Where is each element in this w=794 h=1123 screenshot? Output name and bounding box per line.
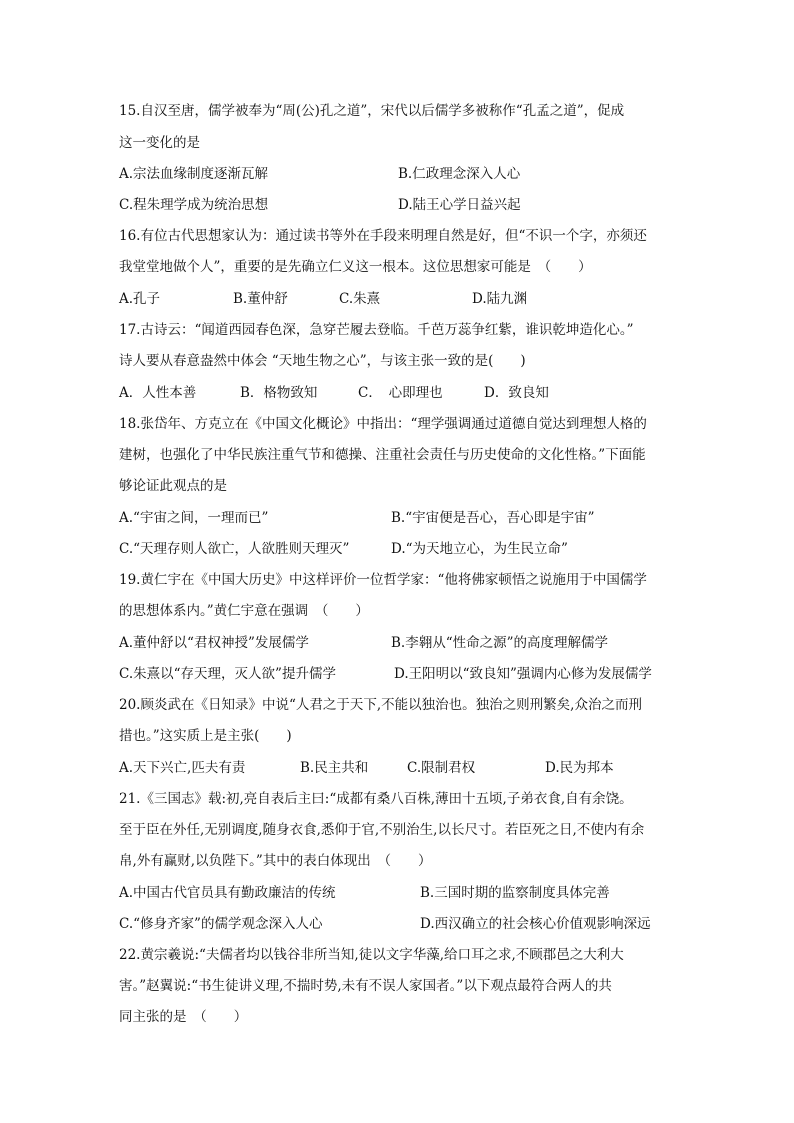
q19-option-b: B.李翱从“性命之源”的高度理解儒学 [391,635,609,651]
q21-stem-line-2: 至于臣在外任,无别调度,随身衣食,悉仰于官,不别治生,以长尺寸。若臣死之日,不使内有余 [119,822,645,838]
q16-option-b: B.董仲舒 [233,291,288,307]
q20-stem-line-2: 措也。”这实质上是主张( ) [119,728,292,744]
q22-stem-line-3: 同主张的是 （ ） [119,1009,248,1025]
q16-stem-line-2: 我堂堂地做个人”，重要的是先确立仁义这一根本。这位思想家可能是 （ ） [119,259,592,275]
q18-option-b: B.“宇宙便是吾心，吾心即是宇宙” [391,510,595,526]
q17-option-b: B．格物致知 [240,385,318,401]
q18-stem-line-1: 18.张岱年、方克立在《中国文化概论》中指出：“理学强调通过道德自觉达到理想人格的 [119,416,647,432]
q17-option-a: A．人性本善 [119,385,197,401]
q15-stem-line-2: 这一变化的是 [119,135,200,151]
q17-stem-line-1: 17.古诗云：“闻道西园春色深，急穿芒履去登临。千芭万蕊争红紫，谁识乾坤造化心。” [119,322,634,338]
q15-option-b: B.仁政理念深入人心 [398,166,521,182]
q15-stem-line-1: 15.自汉至唐，儒学被奉为“周(公)孔之道”，宋代以后儒学多被称作“孔孟之道”，促成 [119,103,625,119]
q20-option-d: D.民为邦本 [545,760,614,776]
q19-stem-line-1: 19.黄仁宇在《中国大历史》中这样评价一位哲学家：“他将佛家顿悟之说施用于中国儒学 [119,572,647,588]
q15-option-d: D.陆王心学日益兴起 [398,197,521,213]
q16-option-d: D.陆九渊 [472,291,528,307]
q17-stem-line-2: 诗人要从春意盎然中体会 “天地生物之心”，与该主张一致的是( ) [119,353,526,369]
q19-stem-line-2: 的思想体系内。”黄仁宇意在强调 （ ） [119,603,369,619]
q21-option-c: C.“修身齐家”的儒学观念深入人心 [119,916,323,932]
q15-option-c: C.程朱理学成为统治思想 [119,197,269,213]
q21-option-b: B.三国时期的监察制度具体完善 [420,885,610,901]
q18-option-a: A.“宇宙之间，一理而已” [119,510,269,526]
q16-option-a: A.孔子 [119,291,161,307]
q21-stem-line-3: 帛,外有赢财,以负陛下。”其中的表白体现出 （ ） [119,853,432,869]
q16-stem-line-1: 16.有位古代思想家认为：通过读书等外在手段来明理自然是好，但“不识一个字，亦须还 [119,228,647,244]
q21-option-d: D.西汉确立的社会核心价值观影响深远 [420,916,651,932]
q17-option-c: C． 心即理也 [358,385,443,401]
q21-option-a: A.中国古代官员具有勤政廉洁的传统 [119,885,336,901]
q17-option-d: D．致良知 [484,385,549,401]
q22-stem-line-1: 22.黄宗羲说:“夫儒者均以钱谷非所当知,徒以文字华藻,给口耳之求,不顾郡邑之大利大 [119,947,624,963]
q16-option-c: C.朱熹 [339,291,381,307]
q19-option-c: C.朱熹以“存天理，灭人欲”提升儒学 [119,666,336,682]
q21-stem-line-1: 21.《三国志》载:初,亮自表后主曰:“成都有桑八百株,薄田十五顷,子弟衣食,自有余饶。 [119,791,633,807]
q22-stem-line-2: 害。”赵翼说:“书生徒讲义理,不揣时势,未有不误人家国者。”以下观点最符合两人的共 [119,978,612,994]
q19-option-d: D.王阳明以“致良知”强调内心修为发展儒学 [394,666,652,682]
q20-option-a: A.天下兴亡,匹夫有责 [119,760,246,776]
q20-stem-line-1: 20.顾炎武在《日知录》中说“人君之于天下,不能以独治也。独治之则刑繁矣,众治之而刑 [119,697,642,713]
q20-option-c: C.限制君权 [407,760,476,776]
q15-option-a: A.宗法血缘制度逐渐瓦解 [119,166,269,182]
q20-option-b: B.民主共和 [300,760,369,776]
q19-option-a: A.董仲舒以“君权神授”发展儒学 [119,635,309,651]
q18-option-c: C.“天理存则人欲亡，人欲胜则天理灭” [119,541,350,557]
q18-stem-line-3: 够论证此观点的是 [119,478,227,494]
q18-stem-line-2: 建树，也强化了中华民族注重气节和德操、注重社会责任与历史使命的文化性格。”下面能 [119,447,646,463]
q18-option-d: D.“为天地立心，为生民立命” [391,541,568,557]
